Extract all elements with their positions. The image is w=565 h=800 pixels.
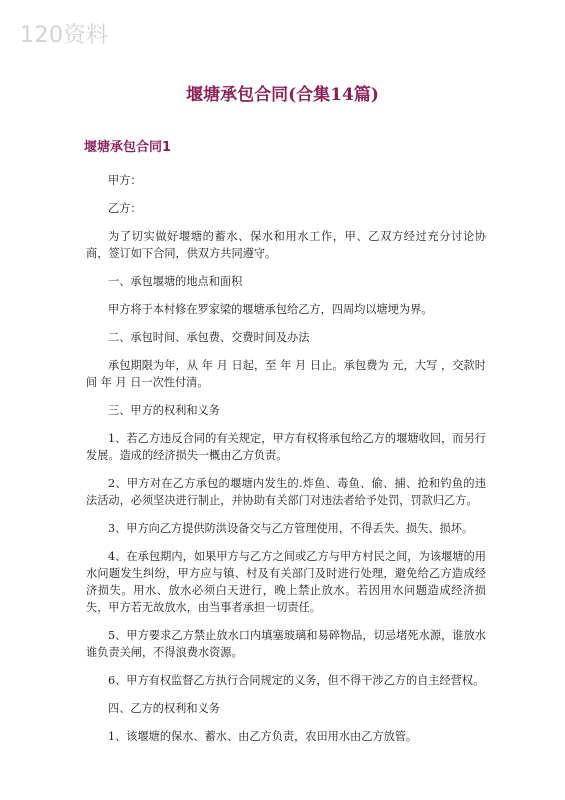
clause-a-5: 5、甲方要求乙方禁止放水口内填塞玻璃和易碎物品，切忌堵死水源，谁放水谁负责关闸，不得浪费水资源。: [86, 629, 486, 659]
clause-a-3: 3、甲方向乙方提供防洪设备交与乙方管理使用，不得丢失、损失、损坏。: [108, 522, 474, 535]
clause-a-1: 1、若乙方违反合同的有关规定，甲方有权将承包给乙方的堰塘收回，而另行发展。造成的经济损失一概由乙方负责。: [86, 432, 486, 462]
preamble-paragraph: 为了切实做好堰塘的蓄水、保水和用水工作，甲、乙双方经过充分讨论协商，签订如下合同，供双方共同遵守。: [86, 230, 486, 260]
heading-party-a-rights: 三、甲方的权利和义务: [108, 404, 220, 417]
document-title: 堰塘承包合同(合集14篇): [186, 85, 379, 105]
heading-term-fees: 二、承包时间、承包费、交费时间及办法: [108, 331, 310, 344]
heading-party-b-rights: 四、乙方的权利和义务: [108, 702, 220, 715]
party-b-line: 乙方：: [108, 202, 142, 215]
heading-location-area: 一、承包堰塘的地点和面积: [108, 275, 243, 288]
section-title: 堰塘承包合同1: [84, 140, 172, 155]
clause-a-4: 4、在承包期内，如果甲方与乙方之间或乙方与甲方村民之间，为该堰塘的用水问题发生纠纷，甲方应与镇、村及有关部门及时进行处理，避免给乙方造成经济损失。用水、放水必须白天进行，晚上禁止放水。若因用水问题造成经济损失，甲方若无故放水，由当事者承担一切责任。: [86, 550, 486, 614]
watermark-logo: 120资料: [20, 23, 109, 48]
party-a-line: 甲方：: [108, 174, 142, 187]
document-body: [86, 172, 486, 756]
clause-a-6: 6、甲方有权监督乙方执行合同规定的义务，但不得干涉乙方的自主经营权。: [108, 674, 485, 687]
clause-a-2: 2、甲方对在乙方承包的堰塘内发生的.炸鱼、毒鱼、偷、捕、抢和钓鱼的违法活动，必须坚决进行制止，并协助有关部门对违法者给予处罚，罚款归乙方。: [86, 477, 486, 507]
clause-b-1: 1、该堰塘的保水、蓄水、由乙方负责，农田用水由乙方放管。: [108, 730, 418, 743]
paragraph-location: 甲方将于本村修在罗家梁的堰塘承包给乙方，四周均以塘埂为界。: [108, 303, 433, 316]
paragraph-term-fees: 承包期限为年，从 年 月 日起，至 年 月 日止。承包费为 元，大写 ，交款时间 年 月 日一次性付清。: [86, 359, 486, 389]
